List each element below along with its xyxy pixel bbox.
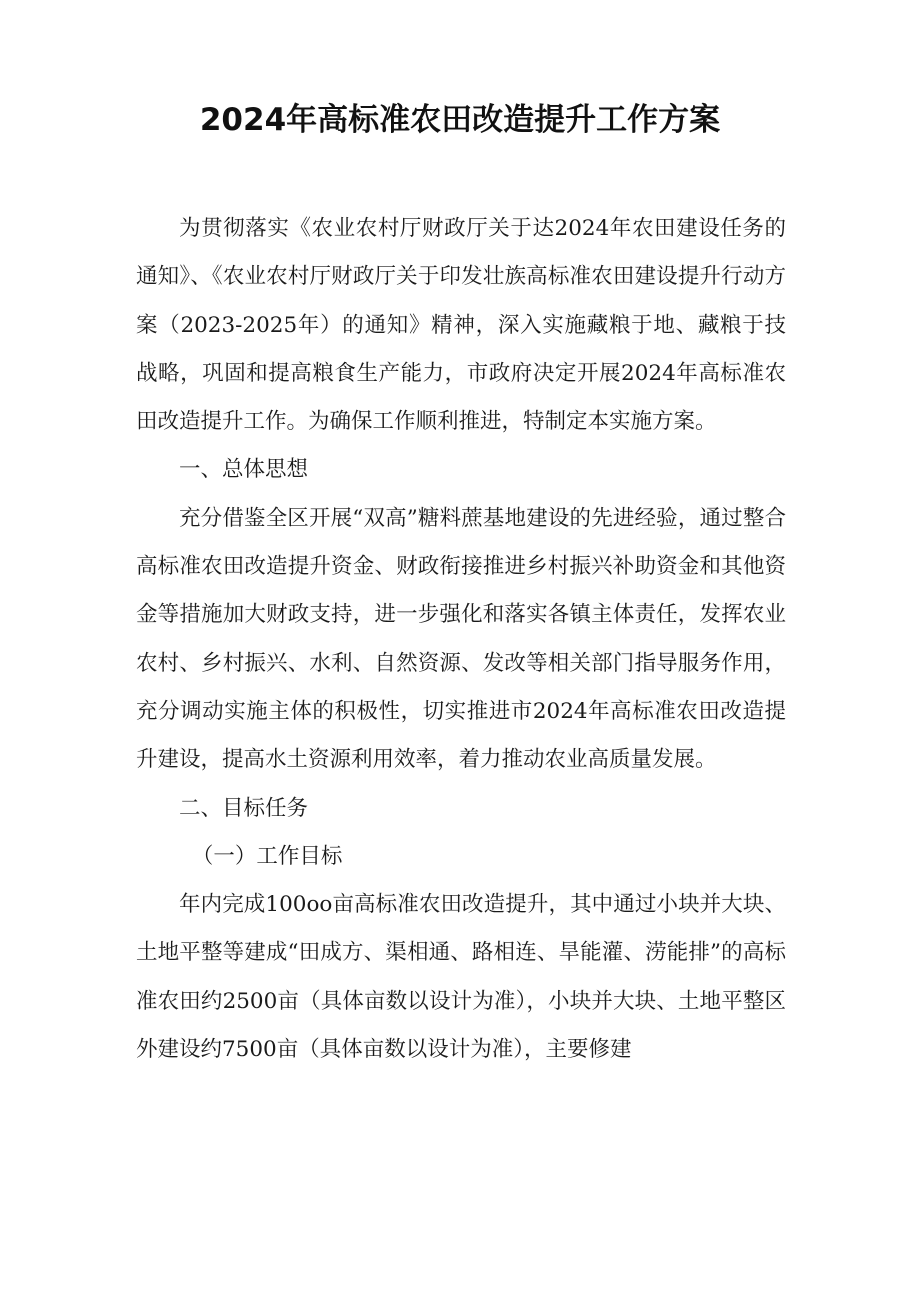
document-body <box>136 205 786 1074</box>
section-heading-overall-idea: 一、总体思想 <box>179 457 309 483</box>
document-title: 2024年高标准农田改造提升工作方案 <box>199 102 721 138</box>
work-goals-paragraph: 年内完成100oo亩高标准农田改造提升，其中通过小块并大块、土地平整等建成“田成方、渠相通、路相连、旱能灌、涝能排”的高标准农田约2500亩（具体亩数以设计为准），小块并大块、土地平整区外建设约7500亩（具体亩数以设计为准），主要修建 <box>136 892 786 1063</box>
subsection-heading-work-goals: （一）工作目标 <box>191 843 343 869</box>
section-heading-goals-tasks: 二、目标任务 <box>179 795 309 821</box>
intro-paragraph: 为贯彻落实《农业农村厅财政厅关于达2024年农田建设任务的通知》、《农业农村厅财政厅关于印发壮族高标准农田建设提升行动方案（2023-2025年）的通知》精神，深入实施藏粮于地、藏粮于技战略，巩固和提高粮食生产能力，市政府决定开展2024年高标准农田改造提升工作。为确保工作顺利推进，特制定本实施方案。 <box>136 216 786 435</box>
overall-idea-paragraph: 充分借鉴全区开展“双高”糖料蔗基地建设的先进经验，通过整合高标准农田改造提升资金、财政衔接推进乡村振兴补助资金和其他资金等措施加大财政支持，进一步强化和落实各镇主体责任，发挥农业农村、乡村振兴、水利、自然资源、发改等相关部门指导服务作用，充分调动实施主体的积极性，切实推进市2024年高标准农田改造提升建设，提高水土资源利用效率，着力推动农业高质量发展。 <box>136 505 786 773</box>
